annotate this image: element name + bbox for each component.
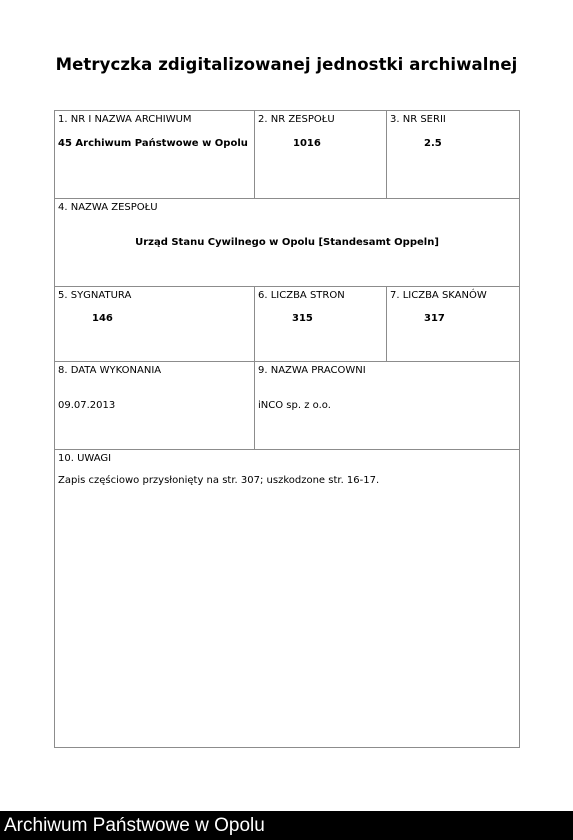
remarks-value: Zapis częściowo przysłonięty na str. 307; uszkodzone str. 16-17. bbox=[58, 475, 380, 486]
cell-signature bbox=[54, 286, 255, 362]
date-label: 8. DATA WYKONANIA bbox=[58, 365, 162, 376]
cell-series-no bbox=[386, 110, 520, 199]
scans-value: 317 bbox=[424, 313, 445, 324]
cell-remarks bbox=[54, 449, 520, 748]
fonds-name-label: 4. NAZWA ZESPOŁU bbox=[58, 202, 158, 213]
series-no-value: 2.5 bbox=[424, 138, 442, 149]
remarks-label: 10. UWAGI bbox=[58, 453, 112, 464]
workshop-label: 9. NAZWA PRACOWNI bbox=[258, 365, 366, 376]
pages-label: 6. LICZBA STRON bbox=[258, 290, 345, 301]
series-no-label: 3. NR SERII bbox=[390, 114, 446, 125]
signature-value: 146 bbox=[92, 313, 113, 324]
cell-archive bbox=[54, 110, 255, 199]
fonds-name-value: Urząd Stanu Cywilnego w Opolu [Standesamt Oppeln] bbox=[135, 237, 439, 248]
cell-fonds-name bbox=[54, 198, 520, 287]
scans-label: 7. LICZBA SKANÓW bbox=[390, 290, 487, 301]
cell-date bbox=[54, 361, 255, 450]
archive-label: 1. NR I NAZWA ARCHIWUM bbox=[58, 114, 192, 125]
signature-label: 5. SYGNATURA bbox=[58, 290, 132, 301]
pages-value: 315 bbox=[292, 313, 313, 324]
archive-value: 45 Archiwum Państwowe w Opolu bbox=[58, 138, 248, 149]
cell-fonds-no bbox=[254, 110, 387, 199]
cell-scans bbox=[386, 286, 520, 362]
document-title: Metryczka zdigitalizowanej jednostki archiwalnej bbox=[55, 55, 518, 74]
cell-workshop bbox=[254, 361, 520, 450]
fonds-no-value: 1016 bbox=[293, 138, 321, 149]
date-value: 09.07.2013 bbox=[58, 400, 116, 411]
fonds-no-label: 2. NR ZESPOŁU bbox=[258, 114, 335, 125]
cell-pages bbox=[254, 286, 387, 362]
workshop-value: iNCO sp. z o.o. bbox=[258, 400, 331, 411]
footer-banner: Archiwum Państwowe w Opolu bbox=[0, 811, 573, 840]
